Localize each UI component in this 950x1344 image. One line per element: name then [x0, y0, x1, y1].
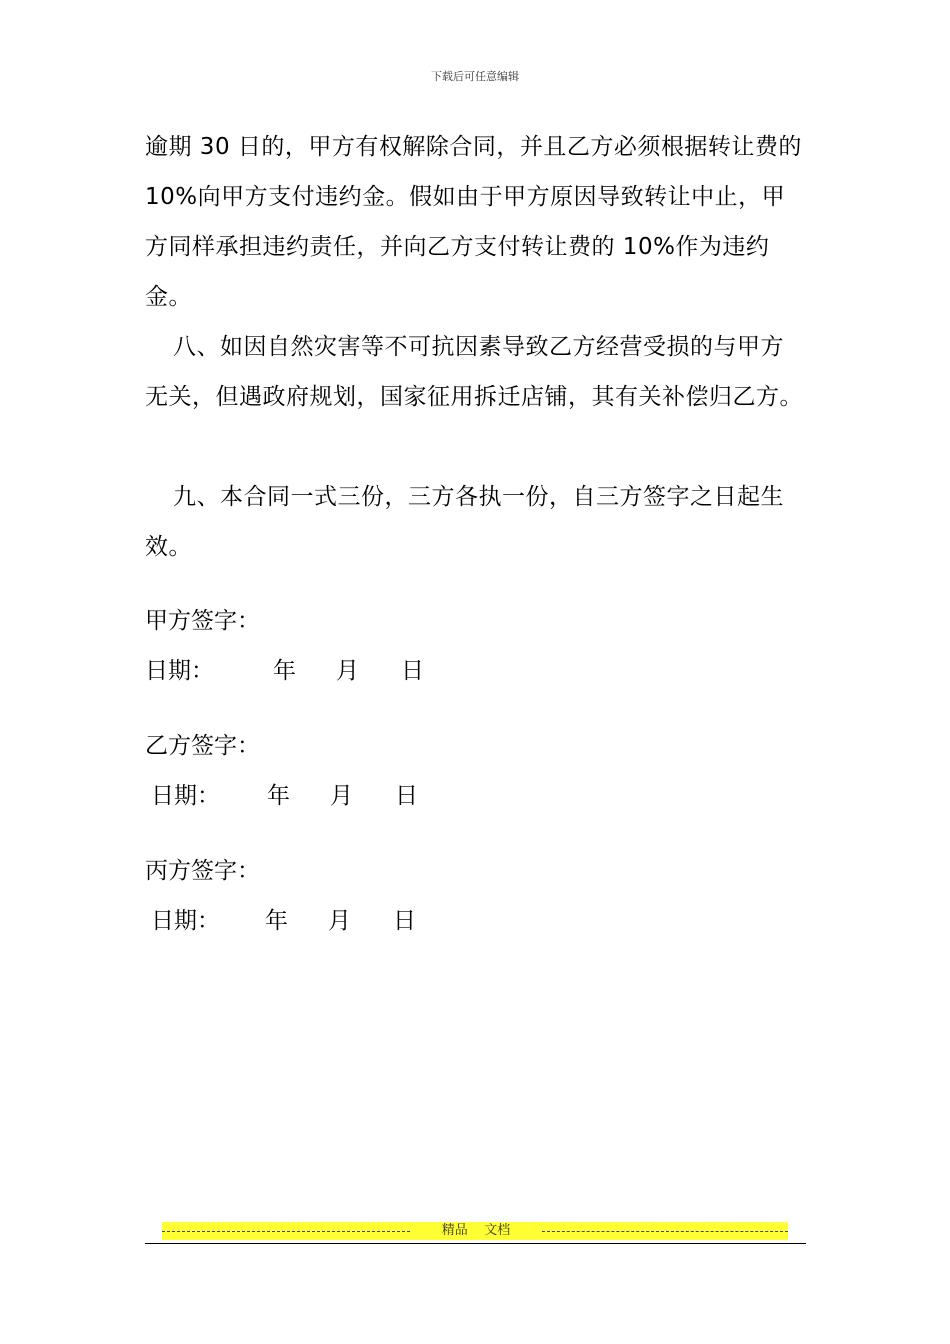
party-b-signature-label: 乙方签字：: [145, 733, 260, 759]
party-a-year-label: 年: [273, 658, 296, 684]
party-a-day-label: 日: [401, 658, 424, 684]
clause-nine-paragraph: 九、本合同一式三份，三方各执一份，自三方签字之日起生效。: [145, 484, 784, 560]
footer-dashed-line-left: [162, 1231, 410, 1232]
party-a-signature-label: 甲方签字：: [145, 608, 260, 634]
clause-eight-paragraph: 八、如因自然灾害等不可抗因素导致乙方经营受损的与甲方无关，但遇政府规划，国家征用拆迁店铺，其有关补偿归乙方。: [145, 334, 803, 410]
footer-dashed-line-right: [542, 1231, 788, 1232]
party-b-year-label: 年: [267, 783, 290, 809]
party-c-signature-label: 丙方签字：: [145, 858, 260, 884]
party-b-month-label: 月: [330, 783, 353, 809]
party-b-day-label: 日: [395, 783, 418, 809]
party-b-date-row: [151, 781, 551, 811]
party-a-date-row: [145, 656, 545, 686]
party-a-month-label: 月: [336, 658, 359, 684]
footer-rule: [145, 1243, 806, 1244]
party-c-month-label: 月: [328, 908, 351, 934]
party-c-year-label: 年: [265, 908, 288, 934]
clause-penalty-paragraph: 逾期 30 日的，甲方有权解除合同，并且乙方必须根据转让费的 10%向甲方支付违约金。假如由于甲方原因导致转让中止，甲方同样承担违约责任，并向乙方支付转让费的 10%作为违约金。: [145, 134, 802, 310]
footer-text: 精品 文档: [441, 1223, 511, 1238]
party-b-date-label: 日期：: [151, 783, 220, 809]
footer-highlight-band: [162, 1222, 788, 1240]
party-c-date-row: [151, 906, 551, 936]
party-c-date-label: 日期：: [151, 908, 220, 934]
party-a-date-label: 日期：: [145, 658, 214, 684]
header-note: 下载后可任意编辑: [431, 70, 519, 83]
party-c-day-label: 日: [393, 908, 416, 934]
